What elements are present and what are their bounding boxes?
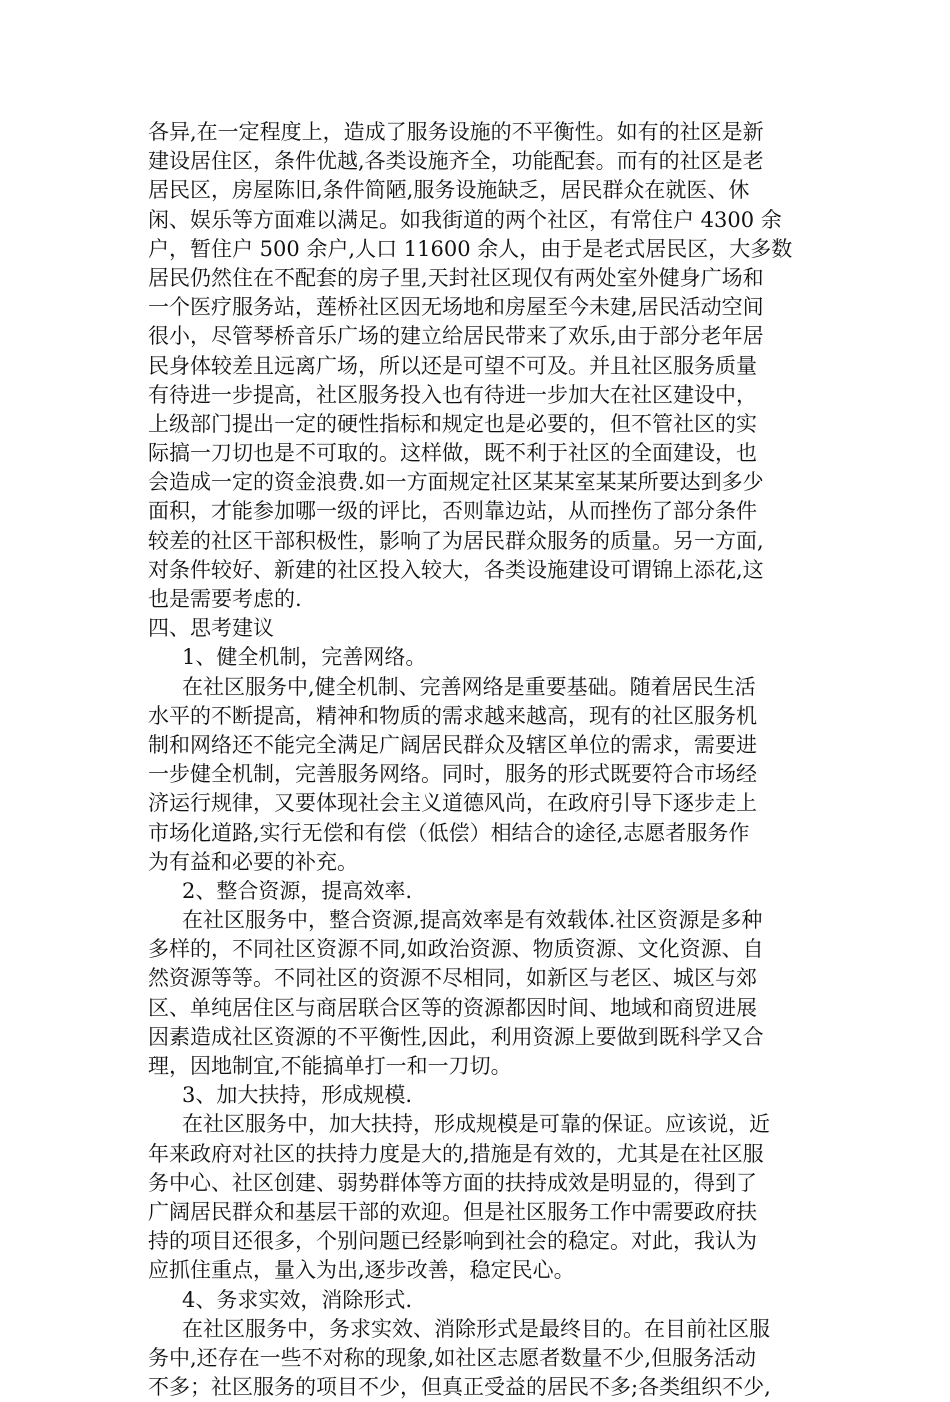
body-text-line: 有待进一步提高，社区服务投入也有待进一步加大在社区建设中， — [148, 382, 757, 407]
body-text-line: 因素造成社区资源的不平衡性,因此，利用资源上要做到既科学又合 — [148, 1024, 764, 1049]
body-text-line: 然资源等等。不同社区的资源不尽相同，如新区与老区、城区与郊 — [148, 966, 757, 991]
body-text-line: 也是需要考虑的. — [148, 587, 302, 611]
body-text-line: 市场化道路,实行无偿和有偿（低偿）相结合的途径,志愿者服务作 — [148, 820, 750, 845]
body-text-line: 面积，才能参加哪一级的评比，否则靠边站，从而挫伤了部分条件 — [148, 499, 757, 524]
body-text-line: 一个医疗服务站，莲桥社区因无场地和房屋至今未建,居民活动空间 — [148, 295, 764, 320]
body-text-line: 应抓住重点，量入为出,逐步改善，稳定民心。 — [148, 1258, 575, 1283]
paragraph-first-line: 在社区服务中，加大扶持，形成规模是可靠的保证。应该说，近 — [182, 1112, 770, 1137]
body-text-line: 一步健全机制，完善服务网络。同时，服务的形式既要符合市场经 — [148, 762, 757, 787]
body-text-line: 对条件较好、新建的社区投入较大，各类设施建设可谓锦上添花,这 — [148, 557, 764, 582]
paragraph-first-line: 在社区服务中，务求实效、消除形式是最终目的。在目前社区服 — [182, 1316, 770, 1341]
body-text-line: 持的项目还很多，个别问题已经影响到社会的稳定。对此，我认为 — [148, 1229, 757, 1254]
subsection-heading: 4、务求实效，消除形式. — [182, 1287, 413, 1312]
body-text-line: 区、单纯居住区与商居联合区等的资源都因时间、地域和商贸进展 — [148, 995, 757, 1020]
subsection-heading: 2、整合资源，提高效率. — [182, 878, 413, 903]
section-heading: 四、思考建议 — [148, 616, 274, 641]
body-text-line: 不多；社区服务的项目不少，但真正受益的居民不多;各类组织不少, — [148, 1375, 771, 1400]
body-text-line: 民身体较差且远离广场，所以还是可望不可及。并且社区服务质量 — [148, 353, 757, 378]
body-text-line: 居民区，房屋陈旧,条件简陋,服务设施缺乏，居民群众在就医、休 — [148, 178, 750, 203]
body-text-line: 理，因地制宜,不能搞单打一和一刀切。 — [148, 1054, 512, 1078]
body-text-line: 水平的不断提高，精神和物质的需求越来越高，现有的社区服务机 — [148, 703, 757, 728]
body-text-line: 闲、娱乐等方面难以满足。如我街道的两个社区，有常住户 4300 余 — [148, 207, 782, 232]
body-text-line: 务中,还存在一些不对称的现象,如社区志愿者数量不少,但服务活动 — [148, 1345, 757, 1370]
body-text-line: 济运行规律，又要体现社会主义道德风尚，在政府引导下逐步走上 — [148, 791, 757, 816]
body-text-line: 际搞一刀切也是不可取的。这样做，既不利于社区的全面建设，也 — [148, 441, 757, 466]
body-text-line: 广阔居民群众和基层干部的欢迎。但是社区服务工作中需要政府扶 — [148, 1199, 757, 1224]
body-text-line: 制和网络还不能完全满足广阔居民群众及辖区单位的需求，需要进 — [148, 732, 757, 757]
body-text-line: 会造成一定的资金浪费.如一方面规定社区某某室某某所要达到多少 — [148, 470, 764, 495]
body-text-line: 多样的，不同社区资源不同,如政治资源、物质资源、文化资源、自 — [148, 937, 764, 962]
body-text-line: 很小，尽管琴桥音乐广场的建立给居民带来了欢乐,由于部分老年居 — [148, 324, 764, 349]
paragraph-first-line: 在社区服务中，整合资源,提高效率是有效载体.社区资源是多种 — [182, 908, 763, 933]
body-text-line: 建设居住区，条件优越,各类设施齐全，功能配套。而有的社区是老 — [148, 149, 764, 174]
body-text-line: 上级部门提出一定的硬性指标和规定也是必要的，但不管社区的实 — [148, 411, 757, 436]
paragraph-first-line: 在社区服务中,健全机制、完善网络是重要基础。随着居民生活 — [182, 674, 756, 699]
body-text-line: 较差的社区干部积极性，影响了为居民群众服务的质量。另一方面, — [148, 528, 764, 553]
body-text-line: 居民仍然住在不配套的房子里,天封社区现仅有两处室外健身广场和 — [148, 265, 764, 290]
body-text-line: 年来政府对社区的扶持力度是大的,措施是有效的，尤其是在社区服 — [148, 1141, 764, 1166]
body-text-line: 各异,在一定程度上，造成了服务设施的不平衡性。如有的社区是新 — [148, 120, 764, 144]
document-page — [148, 118, 816, 1402]
body-text-line: 户，暂住户 500 余户,人口 11600 余人，由于是老式居民区，大多数 — [148, 236, 793, 261]
body-text-line: 为有益和必要的补充。 — [148, 849, 358, 874]
subsection-heading: 1、健全机制，完善网络。 — [182, 645, 427, 670]
subsection-heading: 3、加大扶持，形成规模. — [182, 1083, 413, 1108]
body-text-line: 务中心、社区创建、弱势群体等方面的扶持成效是明显的，得到了 — [148, 1170, 757, 1195]
